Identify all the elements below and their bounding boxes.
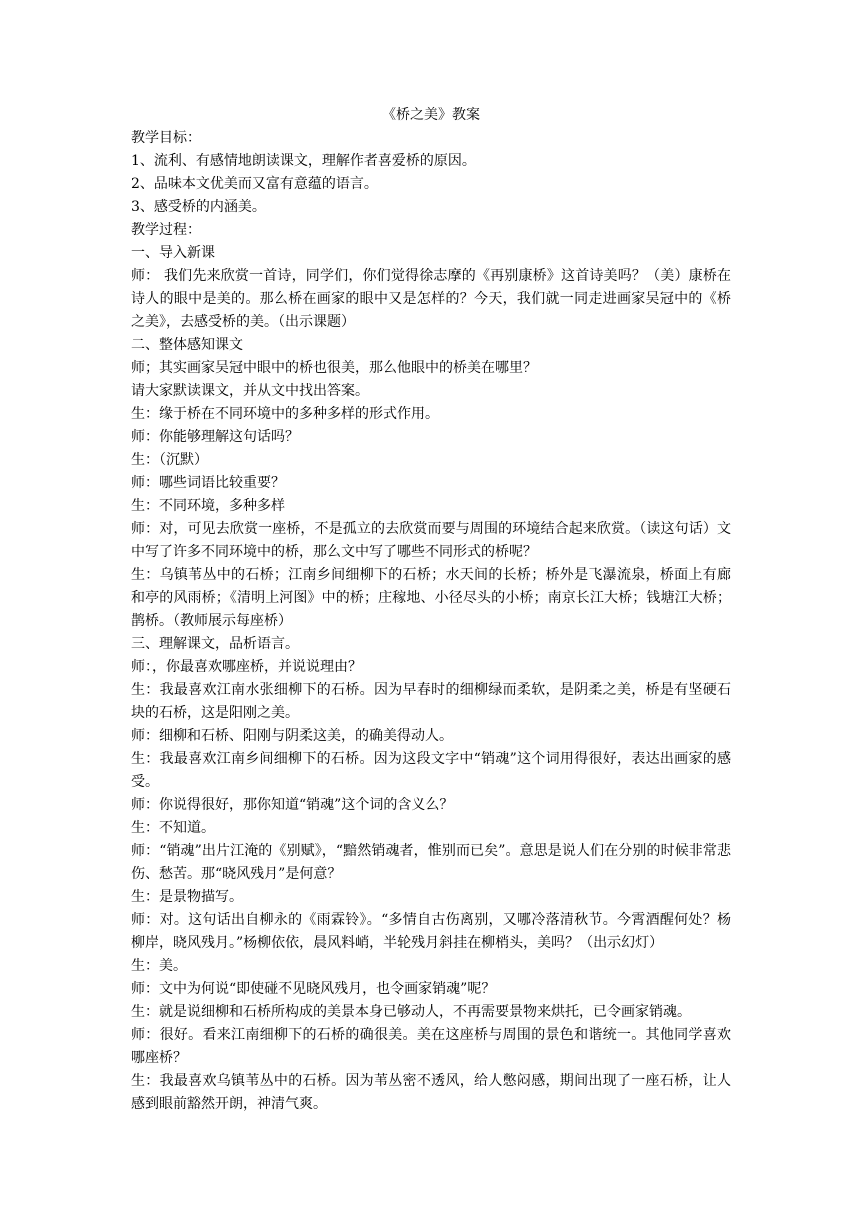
paragraph: 一、导入新课 bbox=[131, 245, 215, 261]
paragraph: 师：“销魂”出片江淹的《别赋》，“黯然销魂者，惟别而已矣”。意思是说人们在分别的时候非常悲伤、愁苦。那“晓风残月”是何意？ bbox=[131, 843, 731, 882]
paragraph: 生：就是说细柳和石桥所构成的美景本身已够动人，不再需要景物来烘托，已令画家销魂。 bbox=[131, 1004, 691, 1020]
document-title: 《桥之美》教案 bbox=[382, 107, 480, 123]
paragraph: 师：你能够理解这句话吗？ bbox=[131, 429, 299, 445]
paragraph: 生：美。 bbox=[131, 958, 187, 974]
paragraph: 生：不知道。 bbox=[131, 820, 215, 836]
paragraph: 生：不同环境，多种多样 bbox=[131, 498, 285, 514]
paragraph: 师：细柳和石桥、阳刚与阴柔这美，的确美得动人。 bbox=[131, 728, 453, 744]
paragraph: 生：我最喜欢江南水张细柳下的石桥。因为早春时的细柳绿而柔软，是阴柔之美，桥是有坚硬石块的石桥，这是阳刚之美。 bbox=[131, 682, 731, 721]
paragraph: 师；其实画家吴冠中眼中的桥也很美，那么他眼中的桥美在哪里？ bbox=[131, 360, 537, 376]
paragraph: 师：很好。看来江南细柳下的石桥的确很美。美在这座桥与周围的景色和谐统一。其他同学喜欢哪座桥？ bbox=[131, 1027, 731, 1066]
paragraph: 师：对。这句话出自柳永的《雨霖铃》。“多情自古伤离别，又哪冷落清秋节。今霄酒醒何处？杨柳岸，晓风残月。”杨柳依依，晨风料峭，半轮残月斜挂在柳梢头，美吗？（出示幻灯） bbox=[131, 912, 731, 951]
paragraph: 生：缘于桥在不同环境中的多种多样的形式作用。 bbox=[131, 406, 439, 422]
paragraph: 请大家默读课文，并从文中找出答案。 bbox=[131, 383, 369, 399]
paragraph: 生：我最喜欢乌镇苇丛中的石桥。因为苇丛密不透风，给人憋闷感，期间出现了一座石桥，让人感到眼前豁然开朗，神清气爽。 bbox=[131, 1073, 731, 1112]
paragraph: 3、感受桥的内涵美。 bbox=[131, 199, 266, 215]
paragraph: 生：我最喜欢江南乡间细柳下的石桥。因为这段文字中“销魂”这个词用得很好，表达出画家的感受。 bbox=[131, 751, 731, 790]
paragraph: 师：你说得很好，那你知道“销魂”这个词的含义么？ bbox=[131, 797, 454, 813]
paragraph: 师：哪些词语比较重要？ bbox=[131, 475, 285, 491]
paragraph: 生：（沉默） bbox=[131, 452, 208, 468]
paragraph: 师： 我们先来欣赏一首诗，同学们，你们觉得徐志摩的《再别康桥》这首诗美吗？（美）康桥在诗人的眼中是美的。那么桥在画家的眼中又是怎样的？今天，我们就一同走进画家吴冠中的《桥之美》，去感受桥的美。（出示课题） bbox=[131, 268, 731, 330]
document-body bbox=[131, 104, 731, 1116]
paragraph: 师：，你最喜欢哪座桥，并说说理由？ bbox=[131, 659, 362, 675]
paragraph: 1、流利、有感情地朗读课文，理解作者喜爱桥的原因。 bbox=[131, 153, 476, 169]
paragraph: 二、整体感知课文 bbox=[131, 337, 243, 353]
paragraph: 师：文中为何说“即使碰不见晓风残月，也令画家销魂”呢？ bbox=[131, 981, 496, 997]
paragraph: 2、品味本文优美而又富有意蕴的语言。 bbox=[131, 176, 378, 192]
paragraph: 三、理解课文，品析语言。 bbox=[131, 636, 299, 652]
paragraph: 生：是景物描写。 bbox=[131, 889, 243, 905]
paragraph: 生：乌镇苇丛中的石桥；江南乡间细柳下的石桥；水天间的长桥；桥外是飞瀑流泉，桥面上有廊和亭的风雨桥；《清明上河图》中的桥；庄稼地、小径尽头的小桥；南京长江大桥；钱塘江大桥；鹊桥。（教师展示每座桥） bbox=[131, 567, 731, 629]
paragraph: 师：对，可见去欣赏一座桥，不是孤立的去欣赏而要与周围的环境结合起来欣赏。（读这句话）文中写了许多不同环境中的桥，那么文中写了哪些不同形式的桥呢？ bbox=[131, 521, 731, 560]
paragraph: 教学目标： bbox=[131, 130, 201, 146]
paragraph-list bbox=[131, 127, 731, 1116]
paragraph: 教学过程： bbox=[131, 222, 201, 238]
